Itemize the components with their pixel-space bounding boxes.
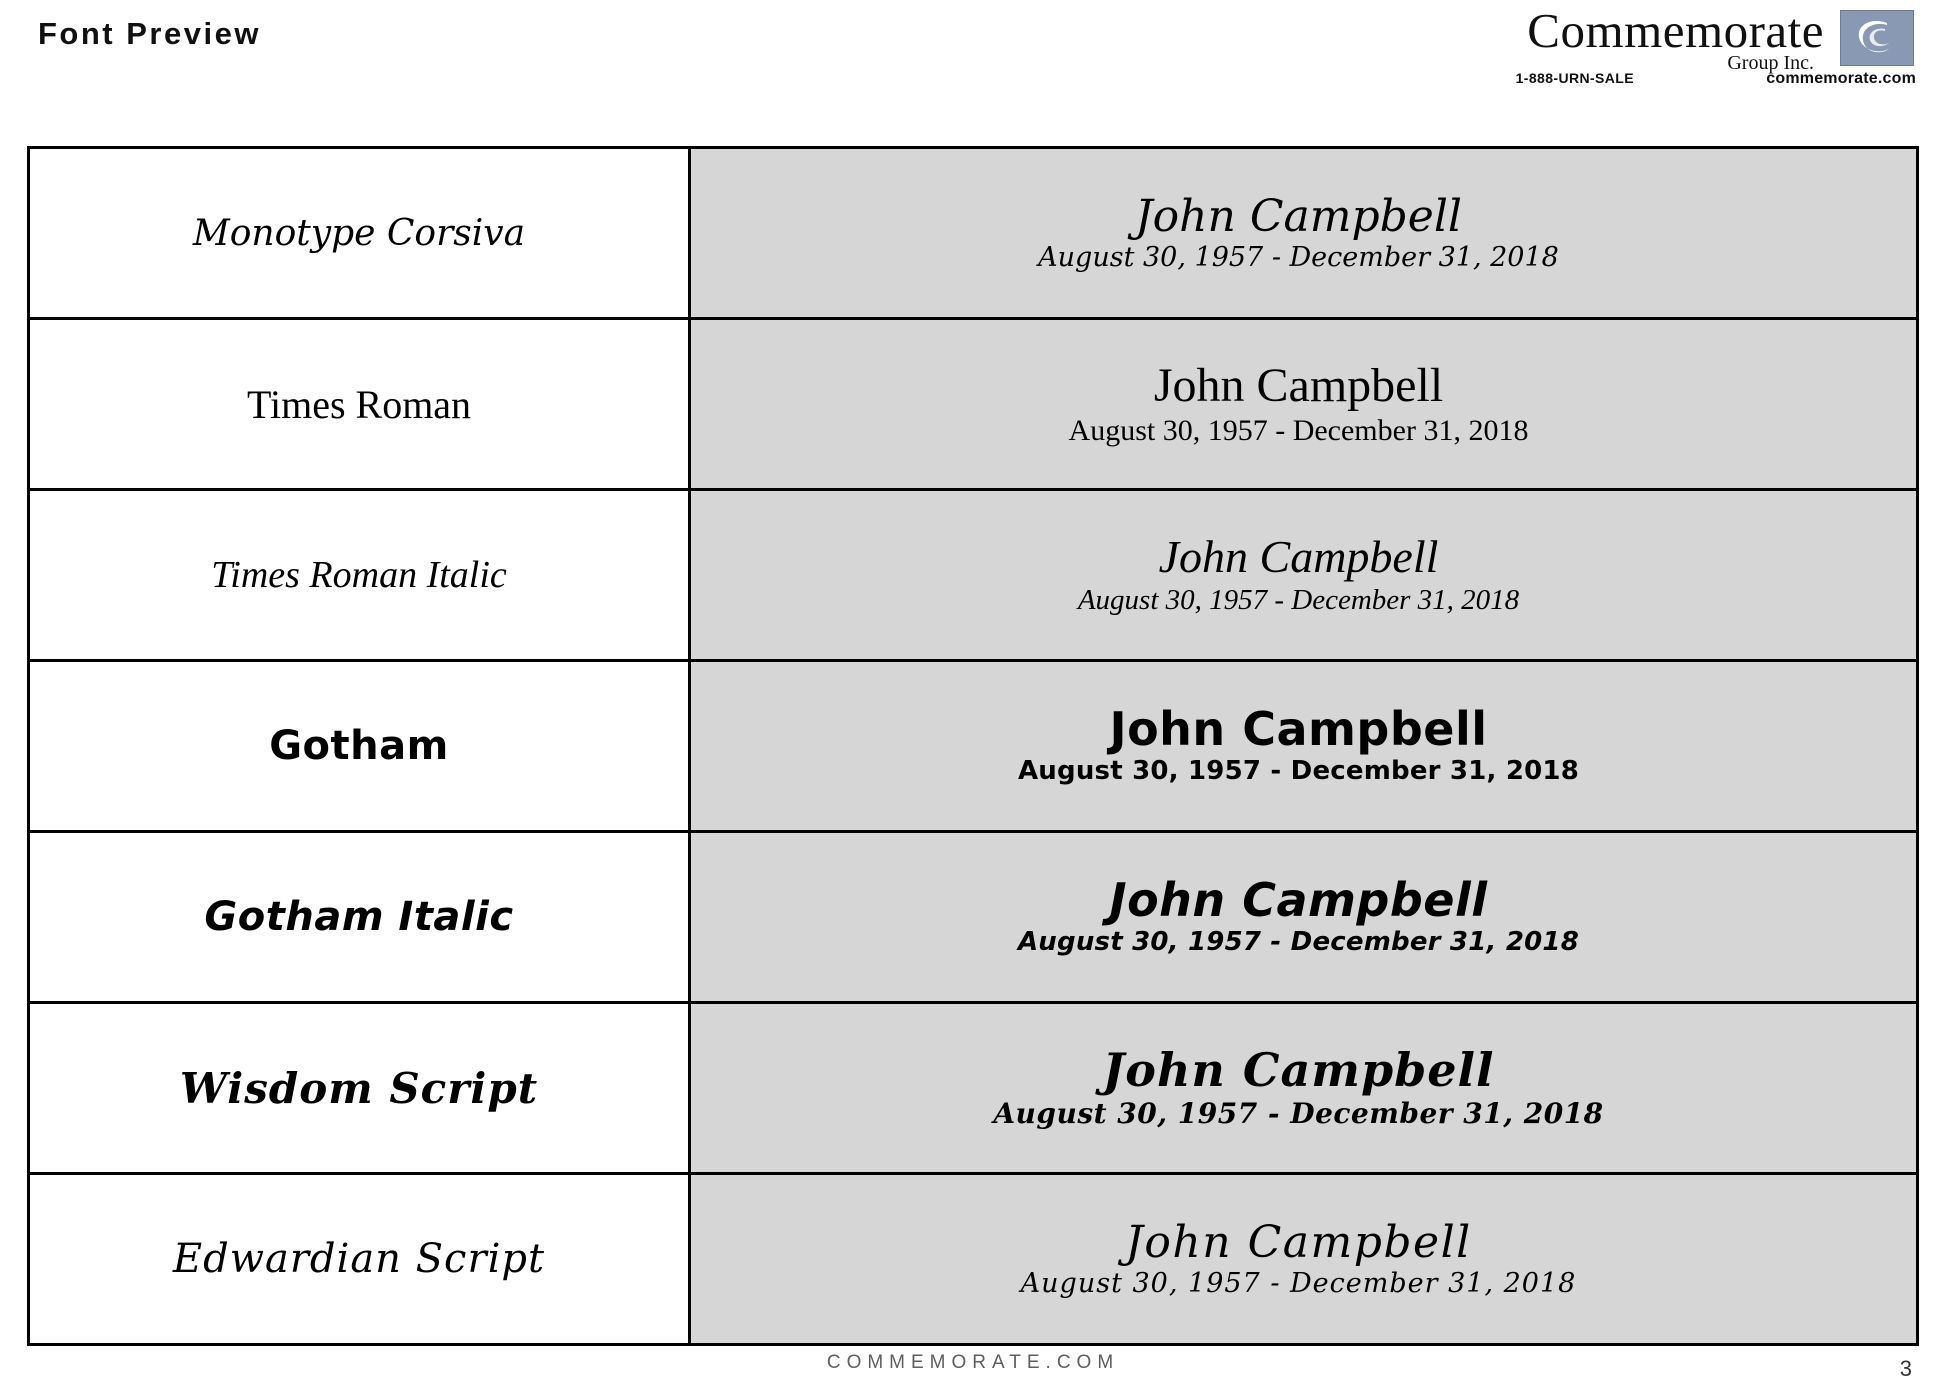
font-name-cell [30, 833, 691, 1001]
sample-dates: August 30, 1957 - December 31, 2018 [1020, 1268, 1577, 1300]
table-row [30, 1004, 1916, 1175]
table-row [30, 320, 1916, 491]
font-name-label: Wisdom Script [179, 1063, 539, 1113]
sample-dates: August 30, 1957 - December 31, 2018 [1017, 755, 1580, 786]
font-name-cell [30, 1175, 691, 1343]
font-name-cell [30, 662, 691, 830]
font-name-label: Gotham [269, 723, 449, 769]
footer-website: COMMEMORATE.COM [826, 1352, 1120, 1373]
table-row [30, 662, 1916, 833]
font-sample-cell [691, 149, 1916, 317]
logo-website: commemorate.com [1766, 70, 1916, 87]
font-name-label: Gotham Italic [204, 894, 514, 940]
sample-dates: August 30, 1957 - December 31, 2018 [993, 1096, 1604, 1130]
brand-logo [1396, 4, 1916, 100]
table-row [30, 1175, 1916, 1346]
page-number: 3 [1899, 1356, 1912, 1381]
font-sample-cell [691, 1004, 1916, 1172]
font-sample-cell [691, 491, 1916, 659]
table-row [30, 491, 1916, 662]
page-header [0, 0, 1946, 110]
font-preview-table [27, 146, 1919, 1346]
sample-name: John Campbell [1109, 702, 1488, 757]
sample-dates: August 30, 1957 - December 31, 2018 [1038, 242, 1559, 274]
table-row [30, 833, 1916, 1004]
font-sample-cell [691, 320, 1916, 488]
page-title: Font Preview [38, 16, 261, 51]
logo-swirl-icon [1840, 10, 1914, 66]
sample-dates: August 30, 1957 - December 31, 2018 [1068, 413, 1529, 447]
font-name-label: Times Roman [246, 381, 472, 427]
font-name-label: Monotype Corsiva [192, 212, 526, 254]
font-name-label: Edwardian Script [172, 1236, 546, 1282]
font-name-cell [30, 149, 691, 317]
font-sample-cell [691, 662, 1916, 830]
logo-wordmark: Commemorate [1527, 3, 1824, 58]
font-name-cell [30, 320, 691, 488]
sample-name: John Campbell [1158, 531, 1439, 583]
logo-subtitle: Group Inc. [1727, 52, 1814, 74]
sample-name: John Campbell [1153, 358, 1444, 412]
sample-name: John Campbell [1135, 190, 1462, 242]
font-name-cell [30, 1004, 691, 1172]
font-name-label: Times Roman Italic [211, 554, 507, 596]
sample-dates: August 30, 1957 - December 31, 2018 [1017, 926, 1580, 957]
sample-name: John Campbell [1125, 1216, 1472, 1268]
font-name-cell [30, 491, 691, 659]
font-sample-cell [691, 833, 1916, 1001]
sample-dates: August 30, 1957 - December 31, 2018 [1077, 584, 1520, 617]
sample-name: John Campbell [1109, 873, 1488, 928]
sample-name: John Campbell [1102, 1043, 1495, 1098]
table-row [30, 149, 1916, 320]
logo-phone-number: 1-888-URN-SALE [1515, 70, 1634, 86]
font-sample-cell [691, 1175, 1916, 1343]
